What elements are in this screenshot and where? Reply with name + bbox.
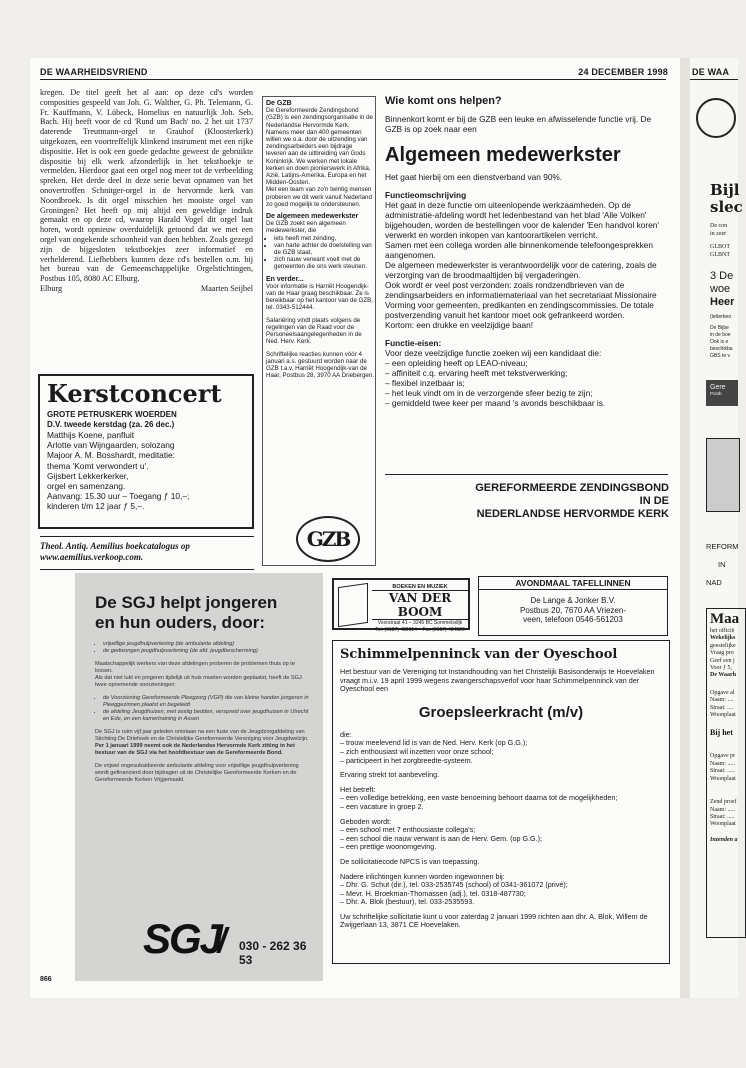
right-text: Woonplaat [710,821,736,828]
gzb-eisen-heading: Functie-eisen: [385,338,442,348]
oyes-nadere-list: – Dhr. G. Schut (dir.), tel. 033-2535745 (school) of 0341-361072 (privé); – Mevr. H. Broekman-Thomassen (adj.), tel. 0318-487730; – Dhr. A. Blok (bestuur), tel. 033-2535593. [340,880,568,907]
avondmaal-line: veen, telefoon 0546-561203 [523,615,623,625]
list-item: een volledige betrekking, een vaste benoeming behoort daarna tot de mogelijkheden; [346,793,618,803]
gzb-func-text: De algemeen medewerkster is verantwoordelijk voor de catering, zoals de verzorging van de broodmaaltijden bij vergaderingen. [385,260,657,280]
gzb-footer-line: GEREFORMEERDE ZENDINGSBOND [475,482,669,494]
list-item: flexibel inzetbaar is; [391,378,465,388]
sgj-headline-line: en hun ouders, door: [95,613,265,632]
gzb-func-text: Ook wordt er veel post verzonden: zoals rondzendbrieven van de zendingsarbeiders en informatiemateriaal van het secretariaat Missionaire Vorming voor gemeenten, predikanten en zendingscommissies. De totale postverzending vanuit het kantoor moet ook gefrankeerd worden. [385,280,657,320]
kerstconcert-church: GROTE PETRUSKERK WOERDEN [47,410,177,419]
divider [385,474,668,475]
right-text: Bijl [710,181,740,199]
right-text: De Waarh [710,672,737,679]
oyes-title: Schimmelpenninck van der Oyeschool [340,647,618,662]
right-text: Ook is e [710,339,729,345]
article-text: kregen. De titel geeft het al aan: op deze cd's worden composities gespeeld van Joh. G. Walther, G. Ph. Telemann, G. Fr. Kauffmann, V. Lübeck, Homelius en natuurlijk Joh. Seb. Bach. Hij heeft voor de cd 'Rund um Bach' no. 2 het uit 1737 daterende Treutmann-orgel te Grauhof (Kloosterkerk) uitgekozen, een voortreffelijk klinkend instrument met een rijke dispositie. Het is ook een goede gedachte geweest de gebruikte dispositie bij elk werk afzonderlijk in het tekstboekje te vermelden. Hierdoor gaat een orgel nog meer tot de verbeelding spreken. Het derde deel in deze serie bevat opnamen van het onovertroffen Schnitger-orgel in de hervormde kerk van Noordbroek. Is dit orgel misschien het mooiste orgel van Groningen? Het heeft op mij altijd een geweldige indruk gemaakt en op deze cd, waarop Harald Vogel dit orgel laat horen, wordt opnieuw overduidelijk getoond dat we met een orgel van ongekende schoonheid van doen hebben. Zoals gezegd zijn de bijgesloten tekstboekjes zeer informatief en verhelderend. Liefhebbers kunnen deze cd's bestellen o.m. bij het bureau van de Gemeenschappelijke Orgelstichtingen, Postbus 105, 8080 AC Elburg. [40,88,253,284]
right-text: 3 De [710,270,734,282]
right-text: Naam: ..... [710,760,735,767]
kerstconcert-details [47,430,245,512]
sgj-text: Als dat niet lukt en jongeren tijdelijk uit huis moeten worden geplaatst, heeft de SGJ twee opnemende voorzieningen: [95,675,302,688]
sgj-list [95,695,309,723]
next-paper-name: DE WAA [692,67,730,77]
right-text: IN [718,560,726,569]
book-icon [338,583,368,627]
list-item: • vrijwillige jeugdhulpverlening (de ambulante afdeling) [103,641,309,648]
right-text: GBS te v [710,353,731,359]
article-place: Elburg [40,283,63,293]
oyes-closing: Uw schriftelijke sollicitatie kunt u voor zaterdag 2 januari 1999 richten aan dhr. A. Blok, Willem de Zwijgerlaan 13, 3871 CE Hoevelaken. [340,911,648,930]
kerstconcert-line: orgel en samenzang. [47,481,126,492]
kerstconcert-line: Majoor A. M. Bosshardt, meditatie: [47,450,176,461]
issue-date: 24 DECEMBER 1998 [578,67,668,77]
right-block [706,538,739,592]
boom-ad-text [372,584,468,633]
right-text: De con [710,223,728,229]
right-text: (letterbeo [710,314,732,320]
list-item: • de gedwongen jeugdhulpverlening (de afd. jeugdbescherming) [103,648,309,655]
kerstconcert-date: D.V. tweede kerstdag (za. 26 dec.) [47,420,175,429]
right-text: Woonplaat [710,712,736,719]
kerstconcert-line: thema 'Komt verwondert u'. [47,460,149,471]
list-item: Dhr. G. Schut (dir.), tel. 033-2535745 (school) of 0341-361072 (privé); [346,880,568,890]
right-text: Naam: ..... [710,806,735,813]
list-item: een opleiding heeft op LEAO-niveau; [391,358,528,368]
next-page-strip [690,58,743,998]
right-block [710,222,730,259]
right-text: Wekelijks [710,635,736,642]
list-item: Dhr. A. Blok (bestuur), tel. 033-2535593. [346,897,475,907]
right-text: Bij het [710,728,733,738]
theol-line1: Theol. Antiq. Aemilius boekcatalogus op [40,541,190,551]
right-text: REFORM [706,542,739,551]
list-item: een school met 7 enthousiaste collega's; [346,825,476,835]
article-column [40,88,253,294]
right-text: Woonplaat [710,775,736,782]
sgj-body [95,641,309,784]
oyes-ervaring: Ervaring strekt tot aanbeveling. [340,770,440,780]
right-text: GLBNT [710,252,730,258]
gzb-side-heading: En verder... [266,275,304,283]
sgj-phone: 030 - 262 36 53 [239,939,307,967]
right-dark-box [706,380,738,406]
boom-top: BOEKEN EN MUZIEK [392,584,448,590]
avondmaal-ad [478,576,668,636]
emblem-icon [696,98,736,138]
list-item: gemiddeld twee keer per maand 's avonds beschikbaar is. [391,398,606,408]
sgj-ad [75,573,323,981]
right-text: Maa [710,611,740,627]
gzb-intro: Binnenkort komt er bij de GZB een leuke en afwisselende functie vrij. De GZB is op zoek naar een [385,114,652,134]
list-item: • de Voorziening Gereformeerde Pleegzorg (VGP) die van kleine handen jongeren in Pleeggezinnen plaatst en begeleidt [103,695,309,709]
kerstconcert-line: kinderen t/m 12 jaar ƒ 5,–. [47,501,145,512]
page-number: 866 [40,976,52,983]
avondmaal-line: De Lange & Jonker B.V. [530,596,616,605]
list-item: een school die nauw verwant is aan de Herv. Gem. (op G.G.); [346,833,543,843]
kerstconcert-line: Matthijs Koene, panfluit [47,430,135,440]
right-text: Inzenden a [710,836,738,843]
avondmaal-text [479,596,667,625]
gzb-side-text: Voor informatie is Harriët Hoogendijk-van de Haar graag beschikbaar. Ze is bereikbaar op het kantoor van de GZB, tel. 0343-512444. [266,282,373,312]
list-item: Mevr. H. Broekman-Thomassen (adj.), tel. 0318-487730; [346,888,526,898]
oyes-die: die: [340,729,352,739]
avondmaal-title: AVONDMAAL TAFELLINNEN [479,577,667,590]
sgj-text: De vrijwel ongesubsidieerde ambulante afdeling voor vrijwillige jeugdhulpverlening wordt gefinancierd door bijdragen uit de Christelijke Gereformeerde Kerken en de Gereformeerde Kerken Vrijgemaakt. [95,763,299,783]
kerstconcert-line: Arlotte van Wijngaarden, solozang [47,440,175,451]
sgj-headline [95,593,277,633]
gzb-func-heading: Functieomschrijving [385,190,467,200]
right-text: Zend proef [710,799,737,806]
sgj-logo: SGJ [143,915,222,962]
right-text: Geef een j [710,657,735,664]
gzb-side-text: De Gereformeerde Zendingsbond (GZB) is een zendingsorganisatie in de Nederlandse Hervormde Kerk. Namens meer dan 400 gemeenten willen we o.a. door de uitzending van zendingsarbeiders een bijdrage leveren aan de uitbreiding van Gods Koninkrijk. We werken met lokale kerken en doen pionierswerk in Afrika, Azië, Latijns-Amerika, Europa en het Midden-Oosten. [266,107,373,187]
right-text: beschikba [710,346,733,352]
church-image [706,438,740,512]
gzb-logo [296,516,360,562]
list-item: zich enthousiast wil inzetten voor onze school; [346,746,494,756]
gzb-question: Wie komt ons helpen? [385,95,502,107]
right-text: Opgave pr [710,753,736,760]
header-rule [40,79,666,80]
gzb-side-text: Salariëring vindt plaats volgens de regelingen van de Raad voor de Personeelsaangelegenheden in de Ned. Herv. Kerk. [266,316,362,346]
sgj-headline-line: De SGJ helpt jongeren [95,593,278,612]
list-item: • zich nauw verwant voelt met de gemeenten die ons werk steunen. [274,256,374,270]
gzb-eisen-intro: Voor deze veelzijdige functie zoeken wij een kandidaat die: [385,348,602,358]
kerstconcert-ad [38,374,254,529]
oyes-headline: Groepsleerkracht (m/v) [418,703,584,721]
right-text: Straat: ..... [710,768,735,775]
right-text: Postb [710,391,722,396]
kerstconcert-line: Gijsbert Lekkerkerker, [47,470,129,481]
right-text: Vraag pro [710,650,734,657]
list-item: • de afdeling Jeugdhuizen, met zestig bedden, verspreid over jeugdhuizen in Utrecht en Ede, en een kamertraining in Assen [103,709,309,723]
header-rule [690,79,738,80]
list-item: een vacature in groep 2. [346,801,424,811]
gzb-side-heading: De algemeen medewerkster [266,213,359,221]
list-item: affiniteit c.q. ervaring heeft met tekstverwerking; [391,368,568,378]
right-text: woe [710,283,731,295]
oyes-betreft-list: – een volledige betrekking, een vaste benoeming behoort daarna tot de mogelijkheden; – een vacature in groep 2. [340,793,618,811]
right-text: Naam: .... [710,697,734,704]
right-block [710,270,734,309]
gzb-main [385,94,670,408]
right-text: slec [710,198,743,216]
right-text: Voor ƒ 5, [710,665,733,672]
right-text: Straat: .... [710,704,734,711]
kerstconcert-line: Aanvang: 15.30 uur – Toegang ƒ 10,–; [47,491,190,502]
sgj-list [95,641,309,655]
list-item: participeert in het zorgbreedte-systeem. [346,755,473,765]
oyes-npcs: De sollicitatiecode NPCS is van toepassing. [340,856,480,866]
boom-name: VAN DER BOOM [372,590,468,620]
right-text: het officië [710,628,735,634]
gzb-side-heading: De GZB [266,100,292,107]
right-text: in de boe [710,332,731,338]
gzb-func-text: Samen met een collega worden alle binnenkomende telefoongesprekken aangenomen. [385,240,653,260]
right-text: Heer [710,296,735,308]
oyes-die-list: – trouw meelevend lid is van de Ned. Herv. Kerk (op G.G.); – zich enthousiast wil inzetten voor onze school; – participeert in het zorgbreedte-systeem. [340,738,528,765]
divider [40,569,254,570]
kerstconcert-title: Kerstconcert [47,379,222,408]
sgj-text: De SGJ is ruim vijf jaar geleden ontstaan na een fusie van de Jeugdzorgafdeling van Stichting De Driehoek en de Christelijke Gereformeerde Vereniging voor Jeugdwelzijn. [95,729,309,742]
gzb-eisen-list: – een opleiding heeft op LEAO-niveau; – affiniteit c.q. ervaring heeft met tekstverwerking; – flexibel inzetbaar is; – het leuk vindt om in de verzorgende sfeer bezig te zijn; – gemiddeld twee keer per maand 's avonds beschikbaar is. [385,358,606,408]
boom-tel: Tel. (0187) 482614 – Fax (0187) 484520 [375,626,465,633]
boom-addr: Voorstraat 41 – 3245 BC Sommelsdijk [377,620,463,626]
oyeschool-ad [340,646,662,930]
gzb-func-text: Kortom: een drukke en veelzijdige baan! [385,320,534,330]
gzb-side-text: Met een team van zo'n twintig mensen proberen we dit werk vanuit Nederland zo goed mogelijk te ondersteunen. [266,186,372,208]
divider [40,536,254,537]
right-text: Gere [710,384,726,391]
right-text: Opgave al [710,689,735,696]
gzb-side-column [266,100,374,379]
oyes-nadere: Nadere inlichtingen kunnen worden ingewonnen bij: [340,871,505,881]
gzb-footer [385,482,669,521]
oyes-intro: Het bestuur van de Vereniging tot Instandhouding van het Christelijk Basisonderwijs te Hoevelaken vraagt m.i.v. 19 april 1999 wegens zwangerschapsverlof voor haar Schimmelpenninck van der Oyeschool een [340,667,655,694]
sgj-text: Maatschappelijk werkers van deze afdelingen proberen de problemen thuis op te lossen. [95,661,295,674]
oyes-geboden-list: – een school met 7 enthousiaste collega's; – een school die nauw verwant is aan de Herv. Gem. (op G.G.); – een prettige woonomgeving. [340,825,543,852]
paper-name: DE WAARHEIDSVRIEND [40,67,148,77]
oyes-geboden: Geboden wordt: [340,816,392,826]
right-text: in zeer [710,231,727,237]
newspaper-page [30,58,680,998]
right-text: GLBOT [710,244,730,250]
gzb-side-text: Schriftelijke reacties kunnen vóór 4 januari a.s. gestuurd worden naar de GZB t.a.v. Harriët Hoogendijk-van de Haar, Postbus 28, 3970 AA Driebergen. [266,350,375,380]
list-item: trouw meelevend lid is van de Ned. Herv. Kerk (op G.G.); [346,738,528,748]
theol-ad [40,541,256,563]
right-block [710,610,739,844]
right-text: Straat: ..... [710,813,735,820]
list-item: • van harte achter de doelstelling van de GZB staat, [274,242,374,256]
right-text: NAD [706,578,722,587]
oyes-betreft: Het betreft: [340,784,376,794]
gzb-sub: Het gaat hierbij om een dienstverband van 90%. [385,172,563,182]
right-block [710,314,733,360]
gzb-side-list [266,235,374,271]
gzb-footer-line: IN DE [639,495,669,507]
right-title [710,182,743,216]
list-item: een prettige woonomgeving. [346,842,437,852]
article-author: Maarten Seijbel [200,283,253,293]
gzb-side-text: De GZB zoekt een algemeen medewerkster, die [266,220,346,235]
gzb-logo-text: GZB [306,527,350,551]
gzb-func-text: Het gaat in deze functie om uiteenlopende werkzaamheden. Op de administratie-afdeling wordt het ledenbestand van het blad 'Alle Volken' bijgehouden, worden de bestellingen voor de kalender 'Een handvol koren' verwerkt en worden inkopen van kantoorartikelen verricht. [385,200,659,240]
theol-line2: www.aemilius.verkoop.com. [40,552,144,562]
list-item: het leuk vindt om in de verzorgende sfeer bezig te zijn; [391,388,593,398]
right-text: De Bijbe [710,325,729,331]
boom-ad [332,578,470,633]
gzb-headline: Algemeen medewerkster [385,144,621,166]
list-item: • iets heeft met zending, [274,235,374,242]
gzb-footer-line: NEDERLANDSE HERVORMDE KERK [476,508,669,520]
sgj-text: Per 1 januari 1999 neemt ook de Nederlandse Hervormde Kerk zitting in het bestuur van de SGJ via het hoofdbestuur van de Gereformeerde Bond. [95,743,295,756]
avondmaal-line: Postbus 20, 7670 AA Vriezen- [520,605,626,615]
right-text: geestelijke [710,642,736,649]
